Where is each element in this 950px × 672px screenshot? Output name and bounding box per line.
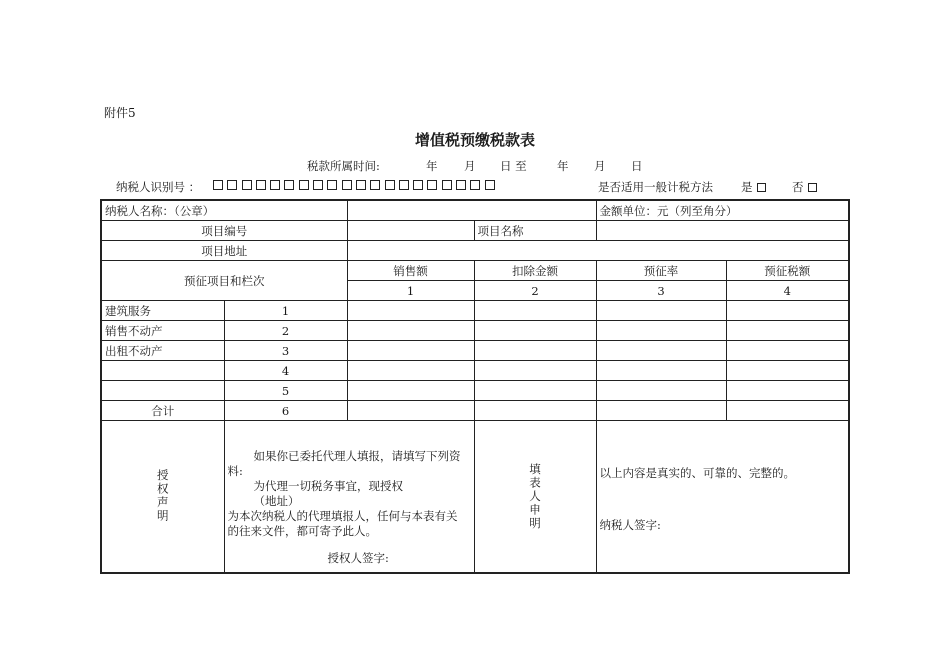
taxpayer-id-digit-box[interactable] — [313, 180, 323, 190]
row-item[interactable] — [101, 361, 224, 381]
cell-input[interactable] — [474, 381, 596, 401]
period-year-start: 年 — [426, 159, 438, 173]
cell-input[interactable] — [347, 381, 474, 401]
taxpayer-id-digit-box[interactable] — [299, 180, 309, 190]
col-header-tax: 预征税额 — [726, 261, 849, 281]
cell-input[interactable] — [347, 361, 474, 381]
taxpayer-id-digit-box[interactable] — [327, 180, 337, 190]
cell-input[interactable] — [596, 361, 726, 381]
auth-signer: 授权人签字: — [327, 551, 389, 565]
table-row — [101, 301, 849, 321]
cell-input[interactable] — [474, 301, 596, 321]
cell-input[interactable] — [596, 321, 726, 341]
period-day-start: 日 至 — [500, 159, 527, 173]
taxpayer-id-digit-box[interactable] — [227, 180, 237, 190]
taxpayer-name-label: 纳税人名称：（公章） — [101, 200, 347, 221]
cell-input[interactable] — [474, 401, 596, 421]
row-line: 2 — [224, 321, 347, 341]
cell-input[interactable] — [474, 341, 596, 361]
period-month-end: 月 — [594, 159, 606, 173]
cell-input[interactable] — [726, 401, 849, 421]
taxpayer-id-digit-box[interactable] — [256, 180, 266, 190]
authorization-title-cell — [101, 421, 224, 573]
period-label: 税款所属时间: — [307, 159, 380, 173]
taxpayer-id-digit-box[interactable] — [213, 180, 223, 190]
cell-input[interactable] — [347, 321, 474, 341]
row-line: 6 — [224, 401, 347, 421]
general-method-no[interactable] — [792, 179, 817, 195]
cell-input[interactable] — [596, 341, 726, 361]
authorization-text — [224, 421, 474, 573]
taxpayer-id-digit-box[interactable] — [427, 180, 437, 190]
table-row — [101, 361, 849, 381]
cell-input[interactable] — [726, 321, 849, 341]
taxpayer-id-digit-box[interactable] — [370, 180, 380, 190]
row-line: 1 — [224, 301, 347, 321]
taxpayer-id-digit-box[interactable] — [270, 180, 280, 190]
general-method-yes[interactable] — [741, 179, 766, 195]
cell-input[interactable] — [474, 361, 596, 381]
taxpayer-id-boxes[interactable] — [213, 180, 495, 190]
row-line: 4 — [224, 361, 347, 381]
declaration-cell — [596, 421, 849, 573]
project-name-value[interactable] — [596, 221, 849, 241]
project-number-value[interactable] — [347, 221, 474, 241]
taxpayer-id-digit-box[interactable] — [470, 180, 480, 190]
cell-input[interactable] — [474, 321, 596, 341]
cell-input[interactable] — [596, 381, 726, 401]
col-number: 3 — [596, 281, 726, 301]
taxpayer-id-digit-box[interactable] — [284, 180, 294, 190]
yes-label: 是 — [741, 180, 753, 194]
row-line: 5 — [224, 381, 347, 401]
no-label: 否 — [792, 180, 804, 194]
cell-input[interactable] — [596, 401, 726, 421]
declarant-title: 填表人申明 — [528, 462, 542, 530]
taxpayer-id-digit-box[interactable] — [456, 180, 466, 190]
auth-scope: 为本次纳税人的代理填报人，任何与本表有关的往来文件，都可寄予此人。 — [227, 509, 458, 538]
cell-input[interactable] — [347, 401, 474, 421]
period-year-end: 年 — [557, 159, 569, 173]
row-item-total: 合计 — [101, 401, 224, 421]
taxpayer-id-digit-box[interactable] — [385, 180, 395, 190]
row-line: 3 — [224, 341, 347, 361]
col-header-rate: 预征率 — [596, 261, 726, 281]
yes-checkbox[interactable] — [757, 183, 766, 192]
cell-input[interactable] — [726, 301, 849, 321]
no-checkbox[interactable] — [808, 183, 817, 192]
auth-address: （地址） — [253, 494, 300, 508]
cell-input[interactable] — [726, 341, 849, 361]
col-number: 2 — [474, 281, 596, 301]
authorization-title: 授权声明 — [155, 469, 170, 524]
auth-agent: 为代理一切税务事宜，现授权 — [253, 479, 403, 493]
row-item: 出租不动产 — [101, 341, 224, 361]
attachment-label: 附件5 — [104, 106, 136, 120]
items-header: 预征项目和栏次 — [101, 261, 347, 301]
form-title: 增值税预缴税款表 — [414, 131, 535, 149]
taxpayer-id-digit-box[interactable] — [342, 180, 352, 190]
cell-input[interactable] — [347, 341, 474, 361]
table-row — [101, 321, 849, 341]
taxpayer-id-digit-box[interactable] — [399, 180, 409, 190]
row-item[interactable] — [101, 381, 224, 401]
cell-input[interactable] — [596, 301, 726, 321]
cell-input[interactable] — [726, 361, 849, 381]
col-header-sales: 销售额 — [347, 261, 474, 281]
taxpayer-id-digit-box[interactable] — [413, 180, 423, 190]
project-address-value[interactable] — [347, 241, 849, 261]
project-name-label: 项目名称 — [474, 221, 596, 241]
period-day-end: 日 — [631, 159, 643, 173]
table-row — [101, 401, 849, 421]
taxpayer-id-digit-box[interactable] — [356, 180, 366, 190]
taxpayer-id-label: 纳税人识别号 ： — [116, 180, 201, 194]
table-row — [101, 341, 849, 361]
currency-unit-label: 金额单位：元（列至角分） — [596, 200, 849, 221]
tax-table — [100, 199, 850, 574]
taxpayer-name-value[interactable] — [347, 200, 596, 221]
cell-input[interactable] — [347, 301, 474, 321]
taxpayer-id-digit-box[interactable] — [442, 180, 452, 190]
general-method-label: 是否适用一般计税方法 — [598, 180, 713, 194]
declarant-title-cell — [474, 421, 596, 573]
project-address-label: 项目地址 — [101, 241, 347, 261]
row-item: 建筑服务 — [101, 301, 224, 321]
col-number: 4 — [726, 281, 849, 301]
row-item: 销售不动产 — [101, 321, 224, 341]
col-header-deduction: 扣除金额 — [474, 261, 596, 281]
taxpayer-id-digit-box[interactable] — [242, 180, 252, 190]
auth-intro: 如果你已委托代理人填报，请填写下列资料: — [227, 449, 461, 478]
col-number: 1 — [347, 281, 474, 301]
cell-input[interactable] — [726, 381, 849, 401]
declaration-text: 以上内容是真实的、可靠的、完整的。 — [599, 466, 795, 480]
taxpayer-id-digit-box[interactable] — [485, 180, 495, 190]
taxpayer-signature-label: 纳税人签字: — [599, 518, 661, 532]
period-month-start: 月 — [464, 159, 476, 173]
project-number-label: 项目编号 — [101, 221, 347, 241]
table-row — [101, 381, 849, 401]
